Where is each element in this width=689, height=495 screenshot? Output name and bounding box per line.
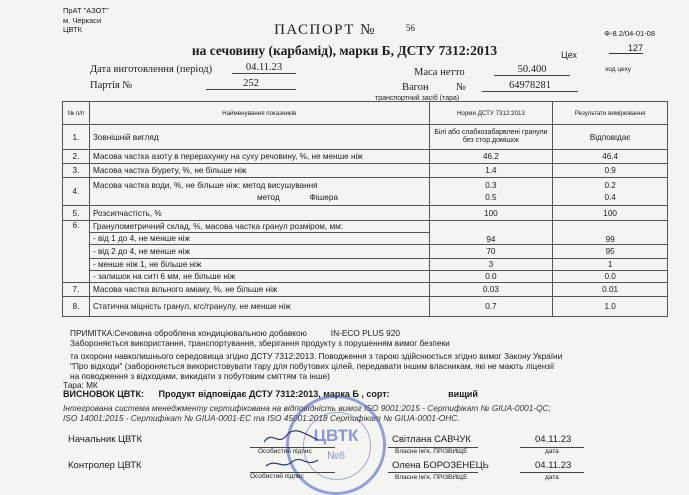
passport-title-word: ПАСПОРТ № xyxy=(274,22,376,38)
row-name: Масова частка азоту в перерахунку на суху речовину, %, не менше ніж xyxy=(89,150,429,164)
name-line xyxy=(388,472,478,473)
passport-title xyxy=(0,22,689,39)
note-line-4: "Про відходи" (забороняється використовувати тару для побутових цілей, передавати іншим власникам, які не мають ліцензії xyxy=(70,361,555,371)
row-norm: 1.4 xyxy=(429,164,553,178)
row-result: 0.01 xyxy=(553,283,668,297)
row-norm: 0.03 xyxy=(429,283,553,297)
row-name: - залишок на ситі 6 мм, не більше ніж xyxy=(89,271,429,283)
transport-label: транспортний засіб (тара) xyxy=(375,95,460,102)
row-num: 4. xyxy=(63,178,90,206)
row-name: - від 1 до 4, не менше ніж xyxy=(89,233,429,245)
table-row xyxy=(63,178,668,206)
company-city: м. Черкаси xyxy=(63,15,102,25)
row-norm: 3 xyxy=(429,259,553,271)
wagon-value: 64978281 xyxy=(482,80,578,92)
header-name: Найменування показників xyxy=(89,102,429,125)
row-result: 1 xyxy=(553,259,668,271)
row-name-method: метод xyxy=(256,192,280,202)
row-result-2: 0.4 xyxy=(604,192,616,202)
row-num: 6. xyxy=(63,221,90,283)
party-value: 252 xyxy=(206,78,296,90)
row-name: Зовнішній вигляд xyxy=(89,125,429,150)
stamp-number: №6 xyxy=(327,450,345,462)
note-text: ПРИМІТКА:Сечовина оброблена кондиціювальною добавкою xyxy=(70,328,307,338)
row-name: Масова частка вільного аміаку, %, не більше ніж xyxy=(89,283,429,297)
row-name: - менше ніж 1, не більше ніж xyxy=(89,259,429,271)
table-row xyxy=(63,221,668,233)
row-result: 0.2 xyxy=(604,180,616,190)
row-norm: 70 xyxy=(429,245,553,259)
table-row xyxy=(63,283,668,297)
ceh-code-label: код цеху xyxy=(605,66,631,73)
table-row xyxy=(63,150,668,164)
row-name: Гранулометричний склад, %, масова частка гранул розміром, мм: xyxy=(89,221,429,233)
ceh-label: Цех xyxy=(561,50,577,60)
table-row xyxy=(63,297,668,317)
row-norm: 0.0 xyxy=(429,271,553,283)
conclusion xyxy=(63,389,478,399)
date-line xyxy=(520,472,584,473)
row-result: 95 xyxy=(553,245,668,259)
header-norm: Норми ДСТУ 7312:2013 xyxy=(429,102,553,125)
row-num: 8. xyxy=(63,297,90,317)
conclusion-text: Продукт відповідає ДСТУ 7312:2013, марка Б , сорт: xyxy=(158,389,390,399)
note-line-6: Тара: МК xyxy=(63,380,98,390)
row-result-water xyxy=(553,178,668,206)
note-line-2: Забороняється використання, транспортування, зберігання продукту з порушенням вимог безпеки xyxy=(70,338,450,348)
mass-value: 50.400 xyxy=(494,64,570,76)
row-name-fisher: Фішера xyxy=(309,192,338,202)
row-num: 2. xyxy=(63,150,90,164)
conclusion-grade: вищий xyxy=(448,389,478,399)
date-label: Дата виготовлення (період) xyxy=(90,64,213,75)
cert-line-2: ISO 14001:2015 - Сертифікат № GIUA-0001-EC та ISO 45001:2018 Сертифікат № GIUA-0001-OHC. xyxy=(63,413,460,423)
name-label: Власне ім'я, ПРІЗВИЩЕ xyxy=(395,474,468,481)
mass-label: Маса нетто xyxy=(414,67,465,78)
table-row xyxy=(63,271,668,283)
row-norm: Білі або слабкозабарвлені гранули без стор.домішок xyxy=(429,125,553,150)
name-label: Власне ім'я, ПРІЗВИЩЕ xyxy=(395,448,468,455)
signer-name: Світлана САВЧУК xyxy=(392,434,471,445)
table-header-row xyxy=(63,102,668,125)
row-result: 0.0 xyxy=(553,271,668,283)
doc-code: Ф-8.2/04-01-08 xyxy=(604,29,655,38)
passport-number: 56 xyxy=(405,23,415,33)
row-name: Розсипчастість, % xyxy=(89,206,429,221)
row-num: 5. xyxy=(63,206,90,221)
row-result: Відповідає xyxy=(553,125,668,150)
row-norm: 46.2 xyxy=(429,150,553,164)
table-row xyxy=(63,125,668,150)
handwritten-signature xyxy=(262,454,322,474)
row-result: 0.9 xyxy=(553,164,668,178)
signature-label: Особистий підпис xyxy=(250,473,304,480)
header-result: Результати вимірювання xyxy=(553,102,668,125)
row-result: 100 xyxy=(553,206,668,221)
table-row xyxy=(63,245,668,259)
date-value: 04.11.23 xyxy=(232,62,296,74)
row-result: 1.0 xyxy=(553,297,668,317)
cert-line-1: Інтегрована система менеджменту сертифікована на відповідність вимог ISO 9001:2015 - Сертифікат № GIUA-0001-QC; xyxy=(63,403,551,413)
row-norm: 0.7 xyxy=(429,297,553,317)
row-name: Масова частка води, %, не більше ніж: метод висушування xyxy=(92,180,318,190)
note-line-5: на поводження з відходами, викидати з побутовим сміттям та інше) xyxy=(70,371,330,381)
conclusion-label: ВИСНОВОК ЦВТК: xyxy=(63,389,144,399)
quality-table xyxy=(62,101,668,317)
row-norm: 100 xyxy=(429,206,553,221)
row-name: Масова частка біурету, %, не більше ніж xyxy=(89,164,429,178)
row-result: 46.4 xyxy=(553,150,668,164)
passport-subtitle: на сечовину (карбамід), марки Б, ДСТУ 7312:2013 xyxy=(191,43,498,58)
signature-date: 04.11.23 xyxy=(535,434,572,445)
row-name: - від 2 до 4, не менше ніж xyxy=(89,245,429,259)
date-label: дата xyxy=(545,448,559,455)
wagon-no-sign: № xyxy=(456,82,467,93)
signature-label: Особистий підпис xyxy=(258,448,312,455)
signer-name: Олена БОРОЗЕНЕЦЬ xyxy=(392,460,489,471)
row-num: 1. xyxy=(63,125,90,150)
row-name: Статична міцність гранул, кгс/гранулу, не менше ніж xyxy=(89,297,429,317)
row-norm: 94 xyxy=(429,221,553,245)
row-norm-water xyxy=(429,178,553,206)
handwritten-signature xyxy=(262,428,322,448)
row-num: 3. xyxy=(63,164,90,178)
wagon-label: Вагон xyxy=(402,82,429,93)
row-name-water xyxy=(89,178,429,206)
ceh-number: 127 xyxy=(609,43,643,54)
row-num: 7. xyxy=(63,283,90,297)
company-name: ПрАТ "АЗОТ" xyxy=(63,6,109,15)
party-label: Партія № xyxy=(90,80,133,91)
signature-role: Контролер ЦВТК xyxy=(68,460,142,471)
table-row xyxy=(63,164,668,178)
table-row xyxy=(63,259,668,271)
company-dept: ЦВТК xyxy=(63,25,82,34)
note-line-1 xyxy=(70,328,400,338)
signature-date: 04.11.23 xyxy=(535,460,572,471)
stamp-text: ЦВТК xyxy=(313,426,359,445)
note-line-3: та охорони навколишнього середовища згідно ДСТУ 7312:2013. Поводження з тарою здійснюється згідно вимог Закону України xyxy=(70,351,563,361)
table-row xyxy=(63,206,668,221)
header-num: № п/п xyxy=(63,102,90,125)
note-additive: IN-ECO PLUS 920 xyxy=(330,328,400,338)
date-label: дата xyxy=(545,474,559,481)
row-norm-2: 0.5 xyxy=(485,192,497,202)
signature-role: Начальник ЦВТК xyxy=(68,434,143,445)
row-norm: 0.3 xyxy=(485,180,497,190)
row-result: 99 xyxy=(553,221,668,245)
